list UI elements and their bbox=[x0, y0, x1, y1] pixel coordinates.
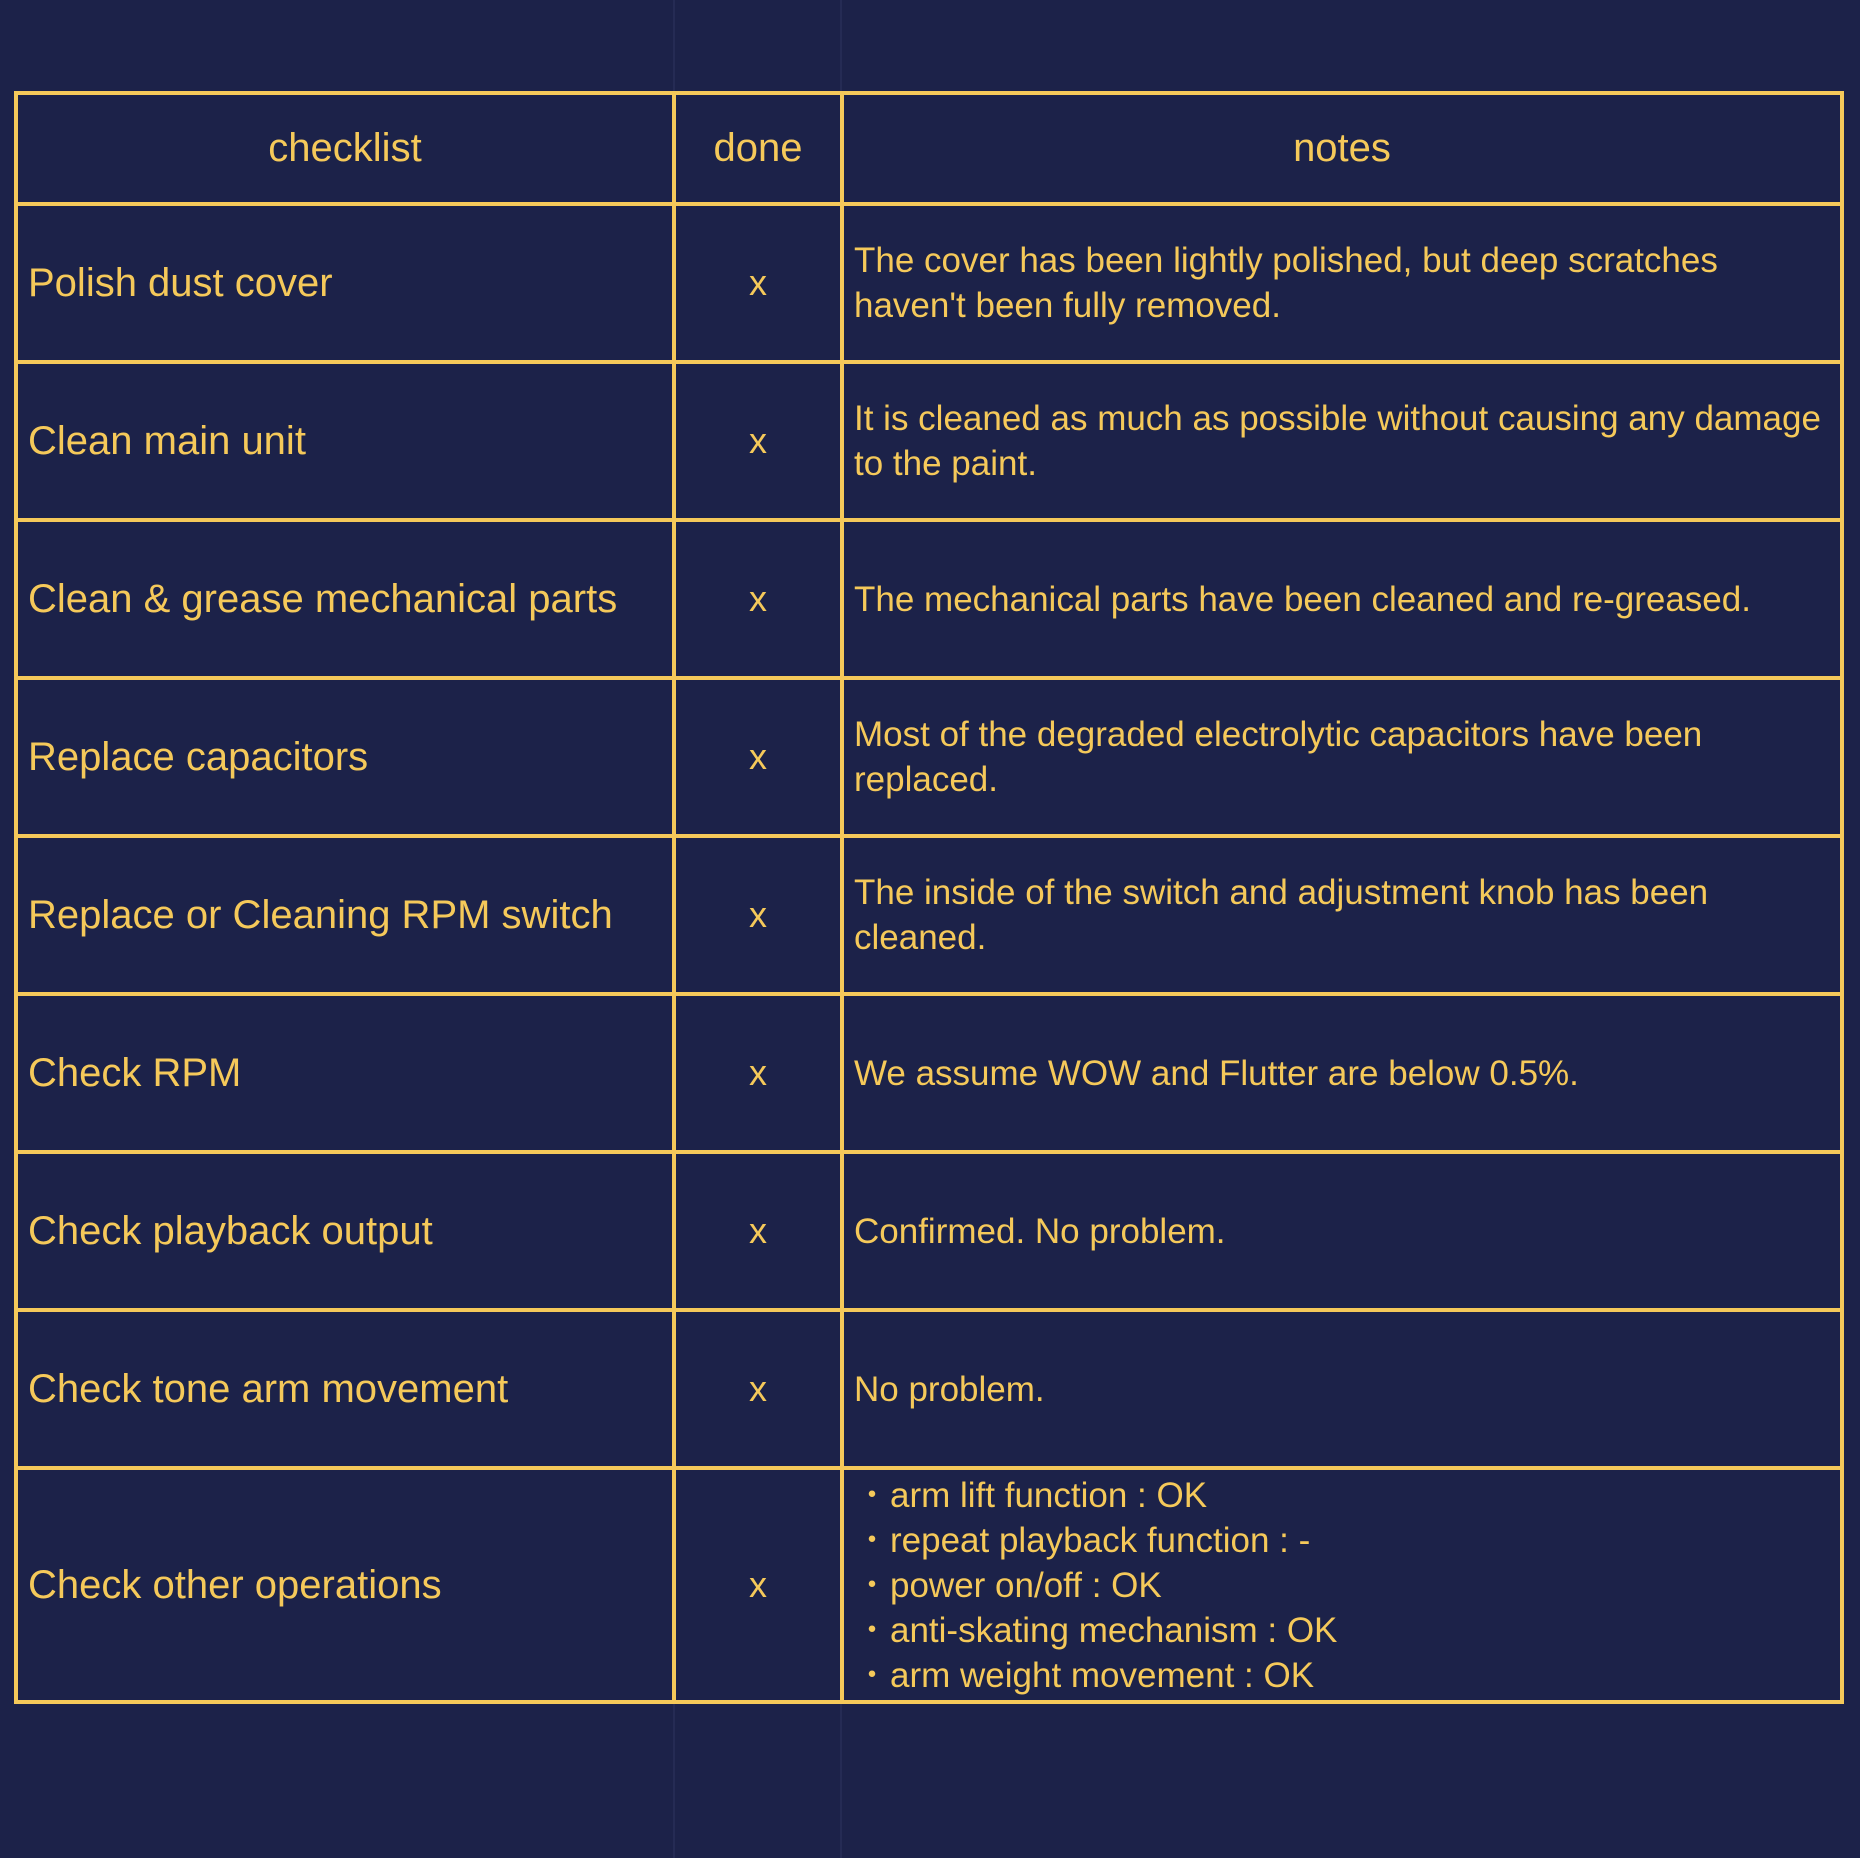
table-row bbox=[16, 1152, 1842, 1310]
table-row bbox=[16, 204, 1842, 362]
task-cell: Check other operations bbox=[16, 1468, 674, 1702]
task-cell: Replace capacitors bbox=[16, 678, 674, 836]
header-done: done bbox=[674, 93, 842, 204]
list-item bbox=[854, 1473, 1832, 1518]
table-row bbox=[16, 1468, 1842, 1702]
list-item-text: arm lift function : OK bbox=[890, 1475, 1208, 1515]
notes-cell: The cover has been lightly polished, but deep scratches haven't been fully removed. bbox=[842, 204, 1842, 362]
bullet-icon: ・ bbox=[854, 1520, 890, 1560]
checklist-table bbox=[14, 91, 1844, 1704]
done-mark: x bbox=[674, 994, 842, 1152]
list-item-text: repeat playback function : - bbox=[890, 1520, 1311, 1560]
table-row bbox=[16, 994, 1842, 1152]
notes-cell: No problem. bbox=[842, 1310, 1842, 1468]
notes-cell: The inside of the switch and adjustment knob has been cleaned. bbox=[842, 836, 1842, 994]
done-mark: x bbox=[674, 1468, 842, 1702]
header-row bbox=[16, 93, 1842, 204]
task-cell: Clean main unit bbox=[16, 362, 674, 520]
done-mark: x bbox=[674, 520, 842, 678]
done-mark: x bbox=[674, 1310, 842, 1468]
table-row bbox=[16, 678, 1842, 836]
table-row bbox=[16, 1310, 1842, 1468]
done-mark: x bbox=[674, 1152, 842, 1310]
task-cell: Clean & grease mechanical parts bbox=[16, 520, 674, 678]
done-mark: x bbox=[674, 678, 842, 836]
list-item bbox=[854, 1518, 1832, 1563]
notes-cell: Most of the degraded electrolytic capacitors have been replaced. bbox=[842, 678, 1842, 836]
done-mark: x bbox=[674, 362, 842, 520]
table-row bbox=[16, 362, 1842, 520]
operations-list bbox=[854, 1473, 1832, 1698]
table-row bbox=[16, 520, 1842, 678]
bullet-icon: ・ bbox=[854, 1565, 890, 1605]
header-checklist: checklist bbox=[16, 93, 674, 204]
bullet-icon: ・ bbox=[854, 1655, 890, 1695]
list-item-text: anti-skating mechanism : OK bbox=[890, 1610, 1338, 1650]
task-cell: Check RPM bbox=[16, 994, 674, 1152]
bullet-icon: ・ bbox=[854, 1475, 890, 1515]
notes-cell: We assume WOW and Flutter are below 0.5%. bbox=[842, 994, 1842, 1152]
notes-cell: It is cleaned as much as possible without causing any damage to the paint. bbox=[842, 362, 1842, 520]
task-cell: Polish dust cover bbox=[16, 204, 674, 362]
task-cell: Check playback output bbox=[16, 1152, 674, 1310]
done-mark: x bbox=[674, 204, 842, 362]
header-notes: notes bbox=[842, 93, 1842, 204]
task-cell: Check tone arm movement bbox=[16, 1310, 674, 1468]
list-item-text: power on/off : OK bbox=[890, 1565, 1162, 1605]
task-cell: Replace or Cleaning RPM switch bbox=[16, 836, 674, 994]
list-item bbox=[854, 1653, 1832, 1698]
notes-cell bbox=[842, 1468, 1842, 1702]
table-row bbox=[16, 836, 1842, 994]
notes-cell: The mechanical parts have been cleaned and re-greased. bbox=[842, 520, 1842, 678]
notes-cell: Confirmed. No problem. bbox=[842, 1152, 1842, 1310]
checklist-table-container bbox=[14, 91, 1840, 1704]
list-item bbox=[854, 1563, 1832, 1608]
list-item-text: arm weight movement : OK bbox=[890, 1655, 1315, 1695]
bullet-icon: ・ bbox=[854, 1610, 890, 1650]
done-mark: x bbox=[674, 836, 842, 994]
list-item bbox=[854, 1608, 1832, 1653]
